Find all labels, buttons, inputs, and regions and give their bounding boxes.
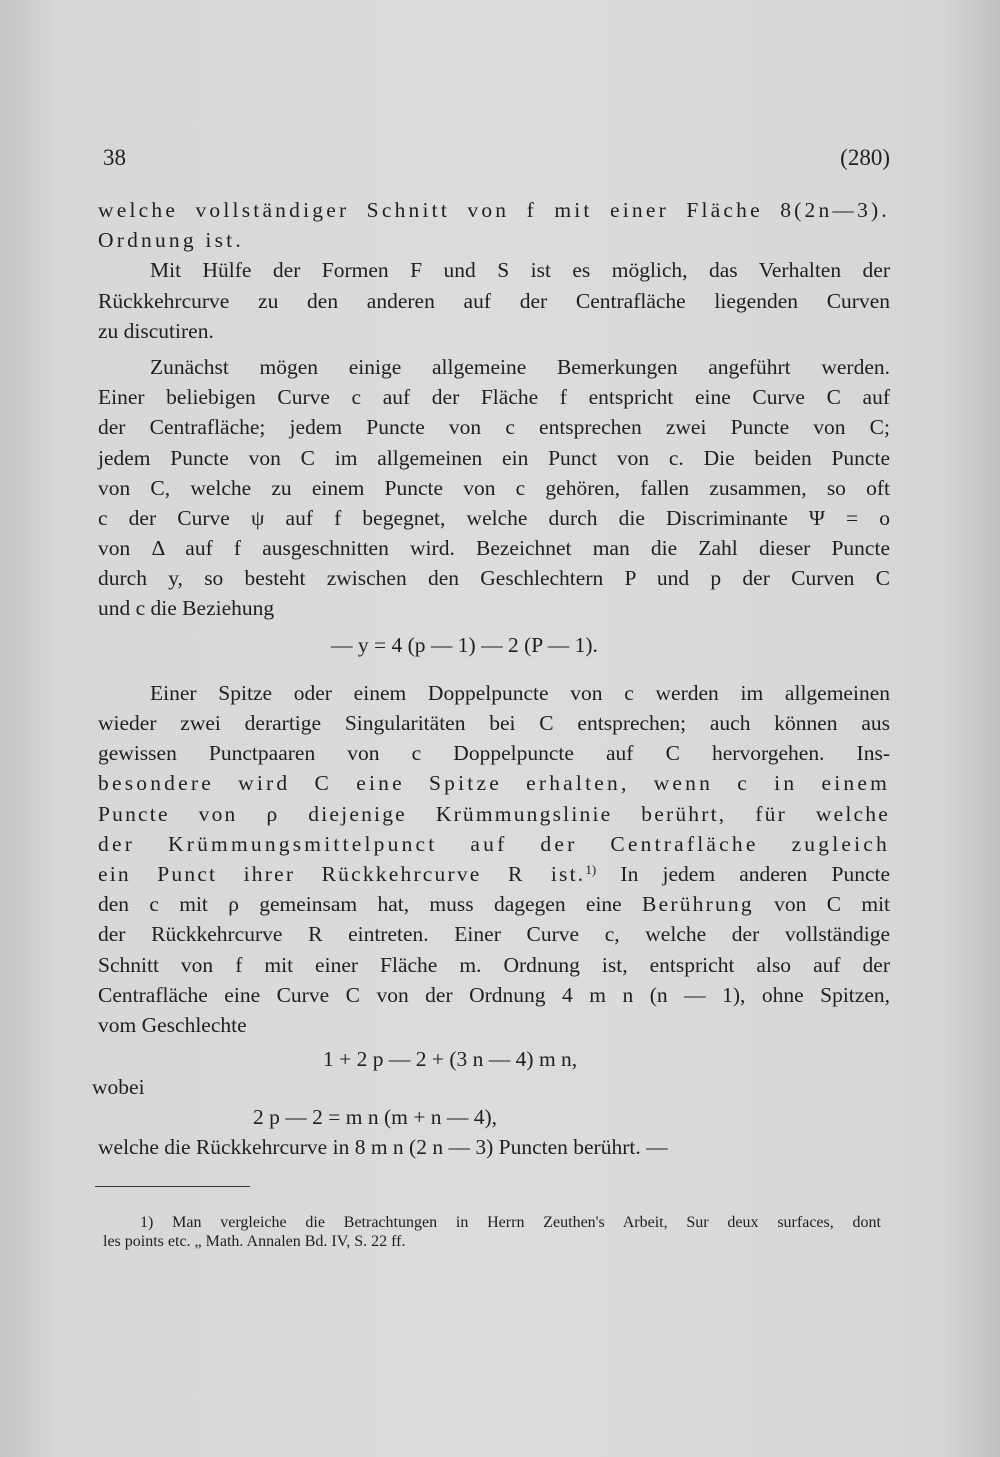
footnote-line bbox=[103, 1213, 881, 1232]
equation-genus-value: 1 + 2 p — 2 + (3 n — 4) m n, bbox=[323, 1047, 578, 1072]
text-line: Puncte von ρ diejenige Krümmungslinie berührt, für welche bbox=[98, 801, 890, 826]
footnote bbox=[103, 1213, 881, 1251]
equation-block bbox=[92, 1044, 890, 1132]
text-line: von C, welche zu einem Puncte von c gehören, fallen zusammen, so oft bbox=[98, 475, 890, 500]
equation-genus: — y = 4 (p — 1) — 2 (P — 1). bbox=[331, 632, 598, 657]
body-text bbox=[92, 195, 891, 1162]
text-line bbox=[98, 889, 890, 919]
text-line: Centrafläche eine Curve C von der Ordnung 4 m n (n — 1), ohne Spitzen, bbox=[98, 982, 890, 1007]
page-number: 38 bbox=[103, 145, 126, 170]
text-line: wieder zwei derartige Singularitäten bei C entsprechen; auch können aus bbox=[98, 711, 890, 735]
page-header bbox=[103, 145, 890, 177]
text-line bbox=[98, 859, 890, 889]
spaced-text: Berührung bbox=[642, 892, 754, 917]
text-line: und c die Beziehung bbox=[98, 596, 275, 621]
equation-p: 2 p — 2 = m n (m + n — 4), bbox=[253, 1105, 498, 1130]
text-line: der Centrafläche; jedem Puncte von c entsprechen zwei Puncte von C; bbox=[98, 415, 890, 440]
text-line: besondere wird C eine Spitze erhalten, wenn c in einem bbox=[98, 771, 890, 796]
text-line: Einer beliebigen Curve c auf der Fläche f entspricht eine Curve C auf bbox=[98, 385, 890, 410]
text-line: c der Curve ψ auf f begegnet, welche durch die Discriminante Ψ = o bbox=[98, 505, 890, 530]
text-line: Schnitt von f mit einer Fläche m. Ordnung ist, entspricht also auf der bbox=[98, 952, 890, 977]
footnote-reference: 1) bbox=[585, 861, 597, 877]
wobei-label: wobei bbox=[92, 1075, 145, 1100]
text-line: gewissen Punctpaaren von c Doppelpuncte auf C hervorgehen. Ins- bbox=[98, 741, 890, 766]
footnote-marker: 1) bbox=[140, 1214, 154, 1231]
text-line: der Rückkehrcurve R eintreten. Einer Curve c, welche der vollständige bbox=[98, 922, 890, 947]
text-line: Einer Spitze oder einem Doppelpuncte von c werden im allgemeinen bbox=[150, 680, 890, 705]
text-line: Mit Hülfe der Formen F und S ist es möglich, das Verhalten der bbox=[150, 258, 890, 283]
text-line: von Δ auf f ausgeschnitten wird. Bezeichnet man die Zahl dieser Puncte bbox=[98, 536, 890, 561]
text-line: Ordnung ist. bbox=[98, 228, 244, 253]
footnote-divider bbox=[95, 1186, 250, 1187]
spaced-text: ein Punct ihrer Rückkehrcurve R ist. bbox=[98, 861, 586, 886]
text-segment: von C mit bbox=[753, 892, 891, 917]
text-segment: In jedem anderen Puncte bbox=[596, 861, 890, 886]
text-line: Zunächst mögen einige allgemeine Bemerkungen angeführt werden. bbox=[150, 354, 890, 379]
text-line: der Krümmungsmittelpunct auf der Centrafläche zugleich bbox=[98, 831, 890, 856]
text-line: zu discutiren. bbox=[98, 318, 214, 343]
text-line: vom Geschlechte bbox=[98, 1012, 247, 1037]
footnote-text: Man vergleiche die Betrachtungen in Herrn Zeuthen's Arbeit, Sur deux surfaces, dont bbox=[172, 1214, 881, 1231]
text-line: welche die Rückkehrcurve in 8 m n (2 n — 3) Puncten berührt. — bbox=[98, 1135, 668, 1160]
footnote-line: les points etc. „ Math. Annalen Bd. IV, S. 22 ff. bbox=[103, 1233, 406, 1250]
text-line: welche vollständiger Schnitt von f mit einer Fläche 8(2n—3). bbox=[98, 198, 890, 222]
text-line: Rückkehrcurve zu den anderen auf der Centrafläche liegenden Curven bbox=[98, 288, 890, 313]
text-segment: den c mit ρ gemeinsam hat, muss dagegen eine bbox=[98, 892, 622, 917]
text-line: durch y, so besteht zwischen den Geschlechtern P und p der Curven C bbox=[98, 566, 890, 591]
original-page-number: (280) bbox=[840, 145, 890, 170]
text-line: jedem Puncte von C im allgemeinen ein Punct von c. Die beiden Puncte bbox=[98, 445, 890, 470]
